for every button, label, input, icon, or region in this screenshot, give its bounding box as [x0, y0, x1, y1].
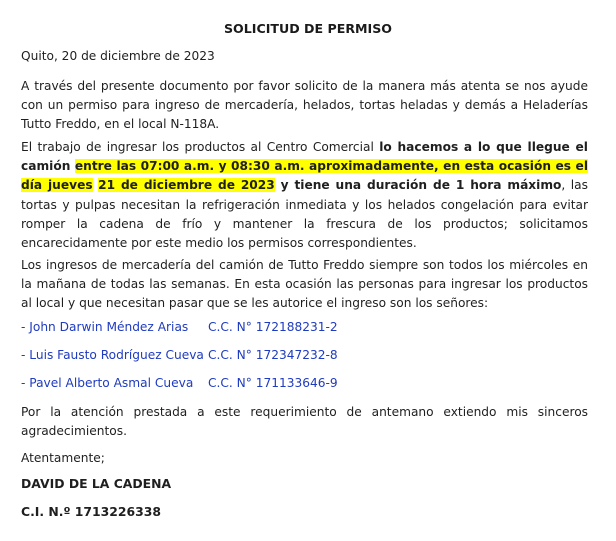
- person-id: C.C. N° 172188231-2: [208, 320, 338, 334]
- date-line: Quito, 20 de diciembre de 2023: [21, 49, 215, 63]
- paragraph-schedule-bold-1: lo hacemos a lo que llegue el camión: [21, 140, 588, 174]
- paragraph-schedule-bold-2: y tiene una duración de 1 hora máximo: [274, 178, 562, 193]
- paragraph-schedule-rest: , las tortas y pulpas necesitan la refrigeración inmediata y los helados congelación para evitar romper la cadena de frío y mantener la frescura de los productos; solicitamos encarecidamente por este medio los permisos correspondientes.: [21, 178, 588, 251]
- person-name: - John Darwin Méndez Arias: [21, 320, 189, 334]
- signer-id: C.I. N.º 1713226338: [21, 504, 162, 519]
- person-name: - Pavel Alberto Asmal Cueva: [21, 376, 194, 390]
- person-entry: [21, 348, 338, 362]
- person-entry: [21, 320, 338, 334]
- closing-line: Atentamente;: [21, 451, 105, 465]
- signer-name: DAVID DE LA CADENA: [21, 476, 172, 491]
- paragraph-schedule-intro: El trabajo de ingresar los productos al Centro Comercial: [21, 140, 380, 154]
- paragraph-request: A través del presente documento por favor solicito de la manera más atenta se nos ayude con un permiso para ingreso de mercadería, helados, tortas heladas y demás a Heladerías Tutto Freddo, en el local N-118A.: [21, 79, 588, 132]
- paragraph-schedule: [21, 138, 588, 253]
- paragraph-thanks: Por la atención prestada a este requerimiento de antemano extiendo mis sinceros agradecimientos.: [21, 405, 588, 439]
- document-title: SOLICITUD DE PERMISO: [223, 21, 393, 36]
- person-id: C.C. N° 172347232-8: [208, 348, 338, 362]
- paragraph-persons-intro: Los ingresos de mercadería del camión de Tutto Freddo siempre son todos los miércoles en la mañana de todas las semanas. En esta ocasión las personas para ingresar los productos al local y que necesitan pasar que se les autorice el ingreso son los señores:: [21, 258, 588, 311]
- highlight-date: 21 de diciembre de 2023: [98, 178, 275, 193]
- person-entry: [21, 376, 338, 390]
- person-id: C.C. N° 171133646-9: [208, 376, 338, 390]
- person-name: - Luis Fausto Rodríguez Cueva: [21, 348, 204, 362]
- highlight-time-range: entre las 07:00 a.m. y 08:30 a.m. aproximadamente, en esta ocasión es el día jueves: [21, 159, 588, 193]
